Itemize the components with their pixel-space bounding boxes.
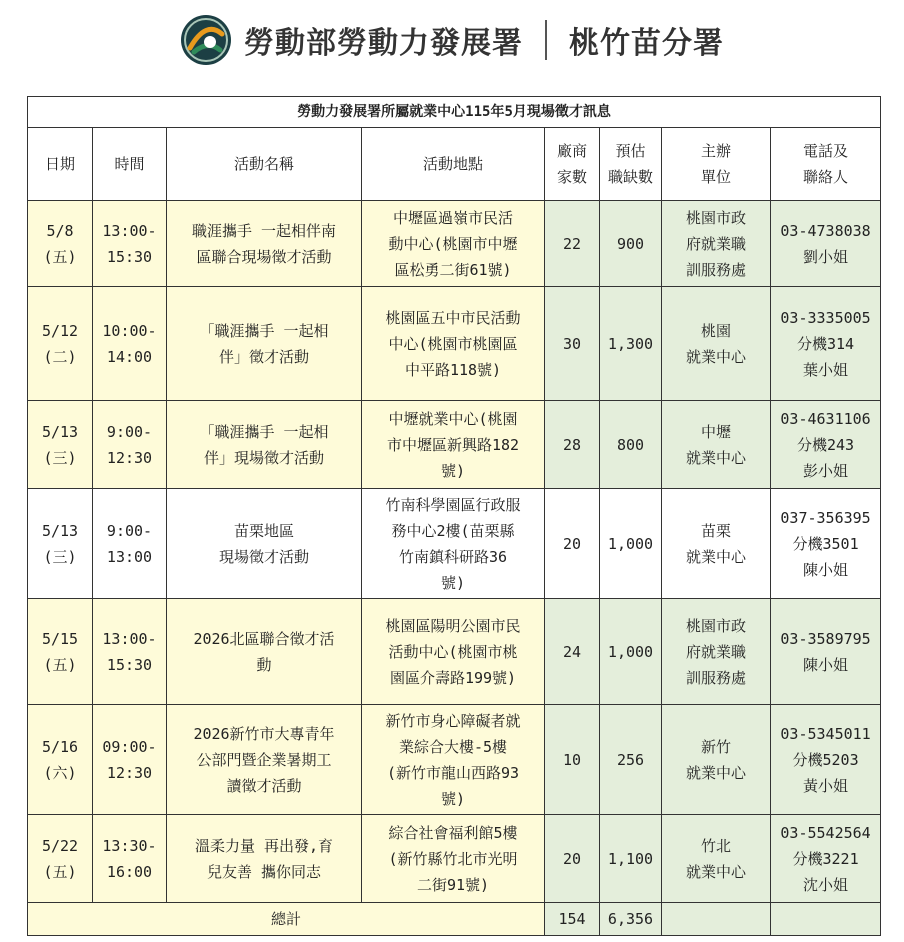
location-cell: 新竹市身心障礙者就 業綜合大樓-5樓 (新竹市龍山西路93 號)	[362, 705, 545, 815]
jobs-cell: 1,300	[600, 287, 662, 401]
column-header: 時間	[93, 128, 167, 201]
date-cell: 5/16 (六)	[28, 705, 93, 815]
event-name-cell: 「職涯攜手 一起相 伴」徵才活動	[167, 287, 362, 401]
contact-cell: 03-5345011 分機5203 黃小姐	[771, 705, 881, 815]
event-name-cell: 2026北區聯合徵才活 動	[167, 599, 362, 705]
organizer-cell: 竹北 就業中心	[662, 815, 771, 903]
companies-cell: 10	[545, 705, 600, 815]
jobs-cell: 1,100	[600, 815, 662, 903]
jobs-cell: 1,000	[600, 489, 662, 599]
time-cell: 9:00- 12:30	[93, 401, 167, 489]
page-header	[0, 0, 904, 80]
total-empty-cell	[771, 903, 881, 936]
column-header: 電話及 聯絡人	[771, 128, 881, 201]
total-jobs: 6,356	[600, 903, 662, 936]
org-name: 勞動部勞動力發展署	[244, 26, 523, 61]
branch-name: 桃竹苗分署	[569, 26, 724, 61]
total-empty-cell	[662, 903, 771, 936]
contact-cell: 03-4631106 分機243 彭小姐	[771, 401, 881, 489]
organizer-cell: 桃園 就業中心	[662, 287, 771, 401]
total-row	[28, 903, 881, 936]
location-cell: 中壢就業中心(桃園 市中壢區新興路182 號)	[362, 401, 545, 489]
event-name-cell: 溫柔力量 再出發,育 兒友善 攜你同志	[167, 815, 362, 903]
column-header: 主辦 單位	[662, 128, 771, 201]
date-cell: 5/15 (五)	[28, 599, 93, 705]
jobs-cell: 1,000	[600, 599, 662, 705]
event-name-cell: 「職涯攜手 一起相 伴」現場徵才活動	[167, 401, 362, 489]
organizer-cell: 苗栗 就業中心	[662, 489, 771, 599]
location-cell: 竹南科學園區行政服 務中心2樓(苗栗縣 竹南鎮科研路36 號)	[362, 489, 545, 599]
jobs-cell: 256	[600, 705, 662, 815]
table-title-row	[28, 97, 881, 128]
date-cell: 5/13 (三)	[28, 489, 93, 599]
total-label: 總計	[28, 903, 545, 936]
time-cell: 13:00- 15:30	[93, 599, 167, 705]
time-cell: 10:00- 14:00	[93, 287, 167, 401]
location-cell: 桃園區五中市民活動 中心(桃園市桃園區 中平路118號)	[362, 287, 545, 401]
organizer-cell: 桃園市政 府就業職 訓服務處	[662, 599, 771, 705]
table-row	[28, 489, 881, 599]
location-cell: 綜合社會福利館5樓 (新竹縣竹北市光明 二街91號)	[362, 815, 545, 903]
column-header: 活動地點	[362, 128, 545, 201]
column-header: 日期	[28, 128, 93, 201]
event-name-cell: 2026新竹市大專青年 公部門暨企業暑期工 讀徵才活動	[167, 705, 362, 815]
job-fair-table	[27, 96, 881, 936]
time-cell: 9:00- 13:00	[93, 489, 167, 599]
table-title: 勞動力發展署所屬就業中心115年5月現場徵才訊息	[28, 97, 881, 128]
contact-cell: 037-356395 分機3501 陳小姐	[771, 489, 881, 599]
table-row	[28, 401, 881, 489]
header-divider	[545, 20, 547, 60]
column-header: 活動名稱	[167, 128, 362, 201]
companies-cell: 22	[545, 201, 600, 287]
table-row	[28, 705, 881, 815]
total-companies: 154	[545, 903, 600, 936]
contact-cell: 03-3335005 分機314 葉小姐	[771, 287, 881, 401]
organizer-cell: 中壢 就業中心	[662, 401, 771, 489]
organizer-cell: 桃園市政 府就業職 訓服務處	[662, 201, 771, 287]
table-row	[28, 815, 881, 903]
companies-cell: 24	[545, 599, 600, 705]
date-cell: 5/22 (五)	[28, 815, 93, 903]
event-name-cell: 苗栗地區 現場徵才活動	[167, 489, 362, 599]
date-cell: 5/13 (三)	[28, 401, 93, 489]
companies-cell: 30	[545, 287, 600, 401]
time-cell: 13:00- 15:30	[93, 201, 167, 287]
table-row	[28, 287, 881, 401]
contact-cell: 03-5542564 分機3221 沈小姐	[771, 815, 881, 903]
time-cell: 09:00- 12:30	[93, 705, 167, 815]
jobs-cell: 800	[600, 401, 662, 489]
contact-cell: 03-3589795 陳小姐	[771, 599, 881, 705]
date-cell: 5/12 (二)	[28, 287, 93, 401]
jobs-cell: 900	[600, 201, 662, 287]
contact-cell: 03-4738038 劉小姐	[771, 201, 881, 287]
column-header: 廠商 家數	[545, 128, 600, 201]
ministry-logo-icon	[180, 14, 232, 66]
table-row	[28, 599, 881, 705]
location-cell: 桃園區陽明公園市民 活動中心(桃園市桃 園區介壽路199號)	[362, 599, 545, 705]
companies-cell: 28	[545, 401, 600, 489]
table-header-row	[28, 128, 881, 201]
date-cell: 5/8 (五)	[28, 201, 93, 287]
column-header: 預估 職缺數	[600, 128, 662, 201]
location-cell: 中壢區過嶺市民活 動中心(桃園市中壢 區松勇二街61號)	[362, 201, 545, 287]
organizer-cell: 新竹 就業中心	[662, 705, 771, 815]
time-cell: 13:30- 16:00	[93, 815, 167, 903]
table-row	[28, 201, 881, 287]
companies-cell: 20	[545, 815, 600, 903]
event-name-cell: 職涯攜手 一起相伴南 區聯合現場徵才活動	[167, 201, 362, 287]
companies-cell: 20	[545, 489, 600, 599]
